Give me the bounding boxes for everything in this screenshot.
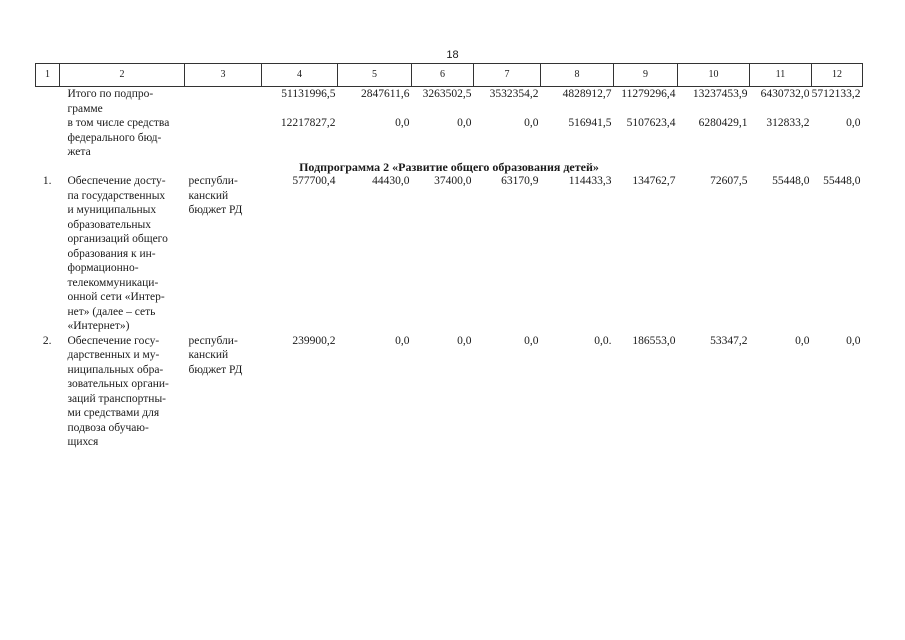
value-cell: 51131996,5 <box>281 88 336 100</box>
table-row <box>36 174 863 334</box>
header-cell: 10 <box>678 64 750 87</box>
row-name-line: жета <box>67 146 91 158</box>
value-cell: 0,0 <box>846 334 861 347</box>
subprogram-heading: Подпрограмма 2 «Развитие общего образования детей» <box>299 159 599 174</box>
row-source-line: бюджет РД <box>188 204 243 216</box>
row-name-line: щихся <box>67 436 99 448</box>
value-cell: 0,0 <box>395 334 410 347</box>
row-name-line: образовательных <box>67 218 152 231</box>
row-name-line: грамме <box>67 102 103 115</box>
row-name-line: и муниципальных <box>67 204 157 216</box>
row-name-line: Итого по подпро- <box>67 88 154 100</box>
value-cell: 0,0 <box>795 334 810 347</box>
header-cell: 1 <box>36 64 60 87</box>
value-cell: 516941,5 <box>568 117 612 129</box>
value-cell: 312833,2 <box>766 117 810 129</box>
row-name-line: дарственных и му- <box>67 349 160 361</box>
header-cell: 8 <box>541 64 614 87</box>
value-cell: 134762,7 <box>632 175 676 187</box>
row-name-cell <box>60 174 185 334</box>
row-name-line: Обеспечение госу- <box>67 334 160 347</box>
row-source-line: канский <box>188 189 229 202</box>
row-name-line: па государственных <box>67 189 166 202</box>
value-cell: 6280429,1 <box>698 117 748 129</box>
value-cell: 0,0 <box>846 117 861 129</box>
value-cell: 186553,0 <box>632 334 676 347</box>
row-source-cell <box>185 334 262 450</box>
value-cell: 63170,9 <box>501 175 539 187</box>
row-name-line: ниципальных обра- <box>67 363 164 376</box>
header-cell: 2 <box>60 64 185 87</box>
row-name-cell <box>60 87 185 117</box>
header-cell: 9 <box>614 64 678 87</box>
value-cell: 0,0. <box>594 334 612 347</box>
table-header <box>36 64 863 87</box>
value-cell: 5107623,4 <box>626 117 676 129</box>
header-cell: 5 <box>338 64 412 87</box>
row-source-cell <box>185 87 262 117</box>
row-name-line: Обеспечение досту- <box>67 175 166 187</box>
value-cell: 0,0 <box>524 334 539 347</box>
header-cell: 7 <box>474 64 541 87</box>
value-cell: 55448,0 <box>823 175 861 187</box>
value-cell: 53347,2 <box>710 334 748 347</box>
value-cell: 11279296,4 <box>621 88 676 100</box>
row-index-cell: 2. <box>42 334 52 347</box>
table-row-federal <box>36 116 863 160</box>
value-cell: 55448,0 <box>772 175 810 187</box>
value-cell: 72607,5 <box>710 175 748 187</box>
header-cell: 6 <box>412 64 474 87</box>
row-name-line: формационно- <box>67 262 139 274</box>
row-index-cell <box>36 116 60 160</box>
row-source-line: бюджет РД <box>188 363 243 376</box>
page-number: 18 <box>446 49 459 61</box>
row-name-line: в том числе средства <box>67 117 170 129</box>
row-name-line: нет» (далее – сеть <box>67 305 156 318</box>
row-name-cell <box>60 334 185 450</box>
budget-table <box>35 63 863 450</box>
row-name-line: организаций общего <box>67 233 168 245</box>
row-name-line: федерального бюд- <box>67 131 162 144</box>
value-cell: 0,0 <box>457 117 472 129</box>
value-cell: 0,0 <box>457 334 472 347</box>
row-source-line: канский <box>188 349 229 361</box>
value-cell: 3532354,2 <box>489 88 539 100</box>
row-name-line: «Интернет») <box>67 320 130 332</box>
row-index-cell: 1. <box>42 175 52 187</box>
row-source-line: республи- <box>188 175 238 187</box>
value-cell: 239900,2 <box>292 334 336 347</box>
value-cell: 12217827,2 <box>280 117 336 129</box>
row-source-line: республи- <box>188 334 238 347</box>
row-name-line: онной сети «Интер- <box>67 291 165 303</box>
value-cell: 6430732,0 <box>760 88 810 100</box>
table-row-heading <box>36 160 863 175</box>
header-cell: 4 <box>262 64 338 87</box>
table-row <box>36 334 863 450</box>
value-cell: 4828912,7 <box>562 88 612 100</box>
row-name-line: образования к ин- <box>67 247 156 260</box>
table-body <box>36 87 863 450</box>
row-name-cell <box>60 116 185 160</box>
row-name-line: заций транспортны- <box>67 392 167 405</box>
header-row <box>36 64 863 87</box>
row-name-line: ми средствами для <box>67 407 160 419</box>
table-row-total <box>36 87 863 117</box>
header-cell: 11 <box>750 64 812 87</box>
value-cell: 5712133,2 <box>811 88 861 100</box>
value-cell: 114433,3 <box>568 175 612 187</box>
value-cell: 577700,4 <box>292 175 336 187</box>
row-name-line: подвоза обучаю- <box>67 421 149 434</box>
header-cell: 12 <box>812 64 863 87</box>
value-cell: 44430,0 <box>372 175 410 187</box>
row-source-cell <box>185 174 262 334</box>
row-source-cell <box>185 116 262 160</box>
header-cell: 3 <box>185 64 262 87</box>
row-name-line: зовательных органи- <box>67 378 169 390</box>
row-name-line: телекоммуникаци- <box>67 276 159 289</box>
value-cell: 13237453,9 <box>692 88 748 100</box>
value-cell: 0,0 <box>524 117 539 129</box>
value-cell: 2847611,6 <box>361 88 410 100</box>
value-cell: 3263502,5 <box>422 88 472 100</box>
value-cell: 37400,0 <box>434 175 472 187</box>
value-cell: 0,0 <box>395 117 410 129</box>
row-index-cell <box>36 87 60 117</box>
